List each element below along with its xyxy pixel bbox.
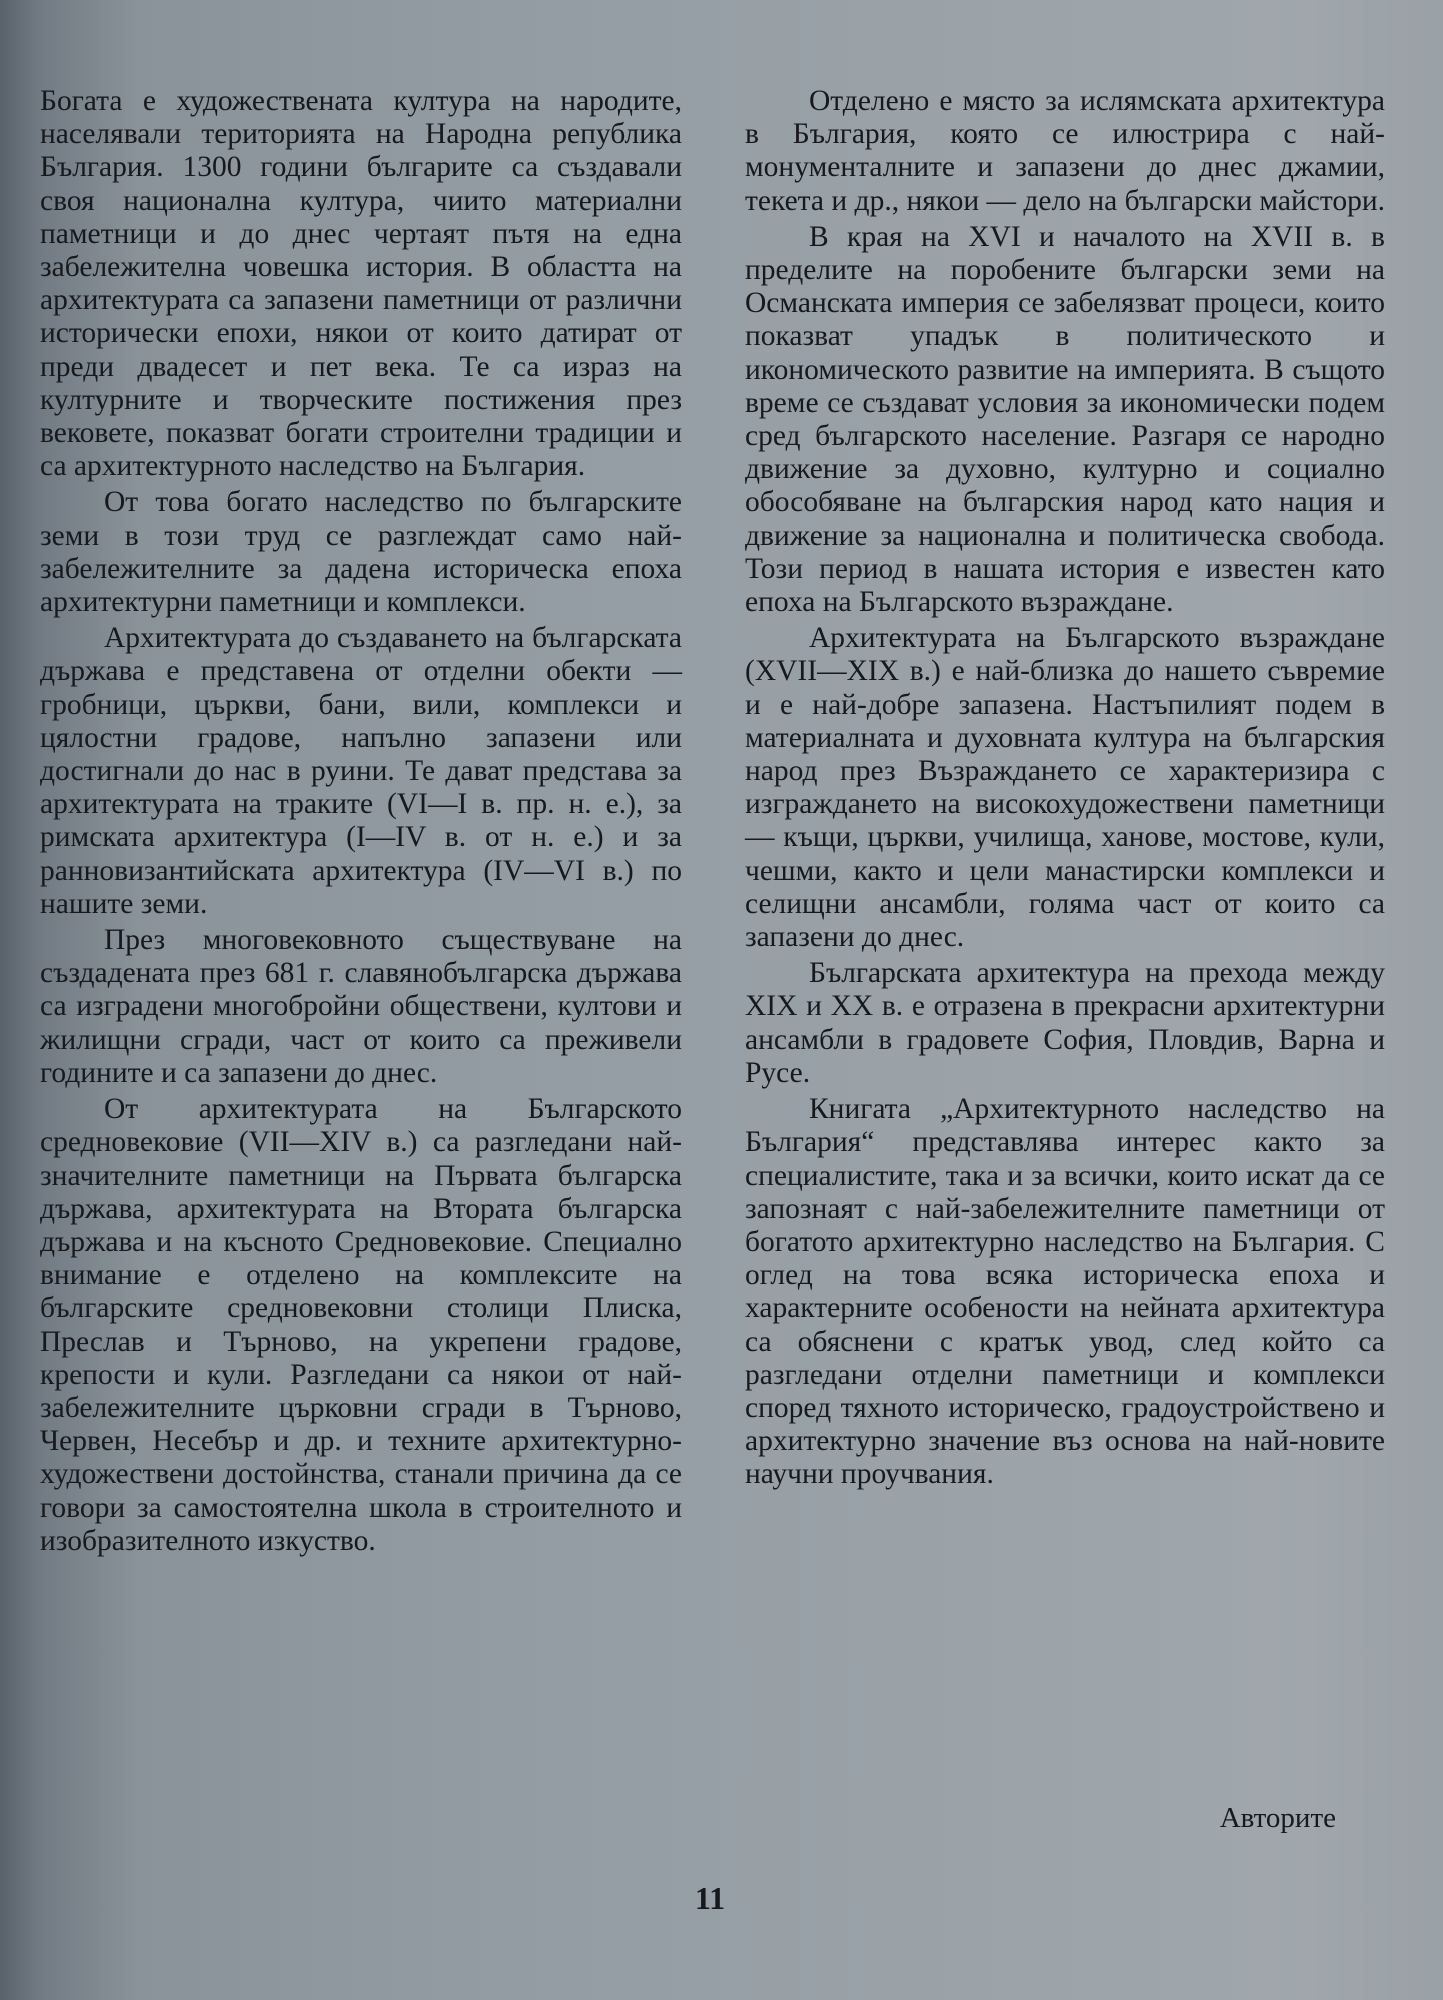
paragraph: Отделено е място за ислямската архитектура в България, която се илюстрира с най-монументалните и запазени до днес джамии, текета и др., някои — дело на български майстори. [745,85,1386,217]
left-text-column [40,85,682,1561]
page-number: 11 [694,1880,726,1916]
paragraph: Архитектурата на Българското възраждане (XVII—XIX в.) е най-близка до нашето съвремие и е най-добре запазена. Настъпилият подем в материалната и духовната култура на българския народ през Възраждането се характеризира с изграждането на високохудожествени паметници — къщи, църкви, училища, ханове, мостове, кули, чешми, както и цели манастирски комплекси и селищни ансамбли, голяма част от които са запазени до днес. [745,622,1385,954]
paragraph: Книгата „Архитектурното наследство на България“ представлява интерес както за специалистите, така и за всички, които искат да се запознаят с най-забележителните паметници от богатото архитектурно наследство на България. С оглед на това всяка историческа епоха и характерните особености на нейната архитектура са обяснени с кратък увод, след който са разгледани отделни паметници и комплекси според тяхното историческо, градоустройствено и архитектурно значение въз основа на най-новите научни проучвания. [745,1093,1385,1491]
author-signature: Авторите [1219,1802,1336,1834]
right-text-column [745,85,1385,1495]
paragraph: Българската архитектура на прехода между XIX и XX в. е отразена в прекрасни архитектурни ансамбли в градовете София, Пловдив, Варна и Русе. [745,957,1385,1089]
paragraph: През многовековното съществуване на създадената през 681 г. славянобългарска държава са изградени многобройни обществени, култови и жилищни сгради, част от които са преживели годините и са запазени до днес. [40,924,682,1089]
paragraph: Архитектурата до създаването на българската държава е представена от отделни обекти — гробници, църкви, бани, вили, комплекси и цялостни градове, напълно запазени или достигнали до нас в руини. Те дават представа за архитектурата на траките (VI—I в. пр. н. е.), за римската архитектура (I—IV в. от н. е.) и за ранновизантийската архитектура (IV—VI в.) по нашите земи. [40,622,682,920]
paragraph: В края на XVI и началото на XVII в. в пределите на поробените български земи на Османската империя се забелязват процеси, които показват упадък в политическото и икономическото развитие на империята. В същото време се създават условия за икономически подем сред българското население. Разгаря се народно движение за духовно, културно и социално обособяване на българския народ като нация и движение за национална и политическа свобода. Този период в нашата история е известен като епоха на Българското възраждане. [745,220,1385,619]
paragraph: От архитектурата на Българското средновековие (VII—XIV в.) са разгледани най-значителните паметници на Първата българска държава, архитектурата на Втората българска държава и на късното Средновековие. Специално внимание е отделено на комплексите на българските средновековни столици Плиска, Преслав и Търново, на укрепени градове, крепости и кули. Разгледани са някои от най-забележителните църковни сгради в Търново, Червен, Несебър и др. и техните архитектурно-художествени достойнства, станали причина да се говори за самостоятелна школа в строителното и изобразителното изкуство. [40,1093,682,1557]
paragraph: Богата е художествената култура на народите, населявали територията на Народна република България. 1300 години българите са създавали своя национална култура, чиито материални паметници и до днес чертаят пътя на една забележителна човешка история. В областта на архитектурата са запазени паметници от различни исторически епохи, някои от които датират от преди двадесет и пет века. Те са израз на културните и творческите постижения през вековете, показват богати строителни традиции и са архитектурното наследство на България. [40,85,682,483]
paragraph: От това богато наследство по българските земи в този труд се разглеждат само най-забележителните за дадена историческа епоха архитектурни паметници и комплекси. [40,486,682,619]
